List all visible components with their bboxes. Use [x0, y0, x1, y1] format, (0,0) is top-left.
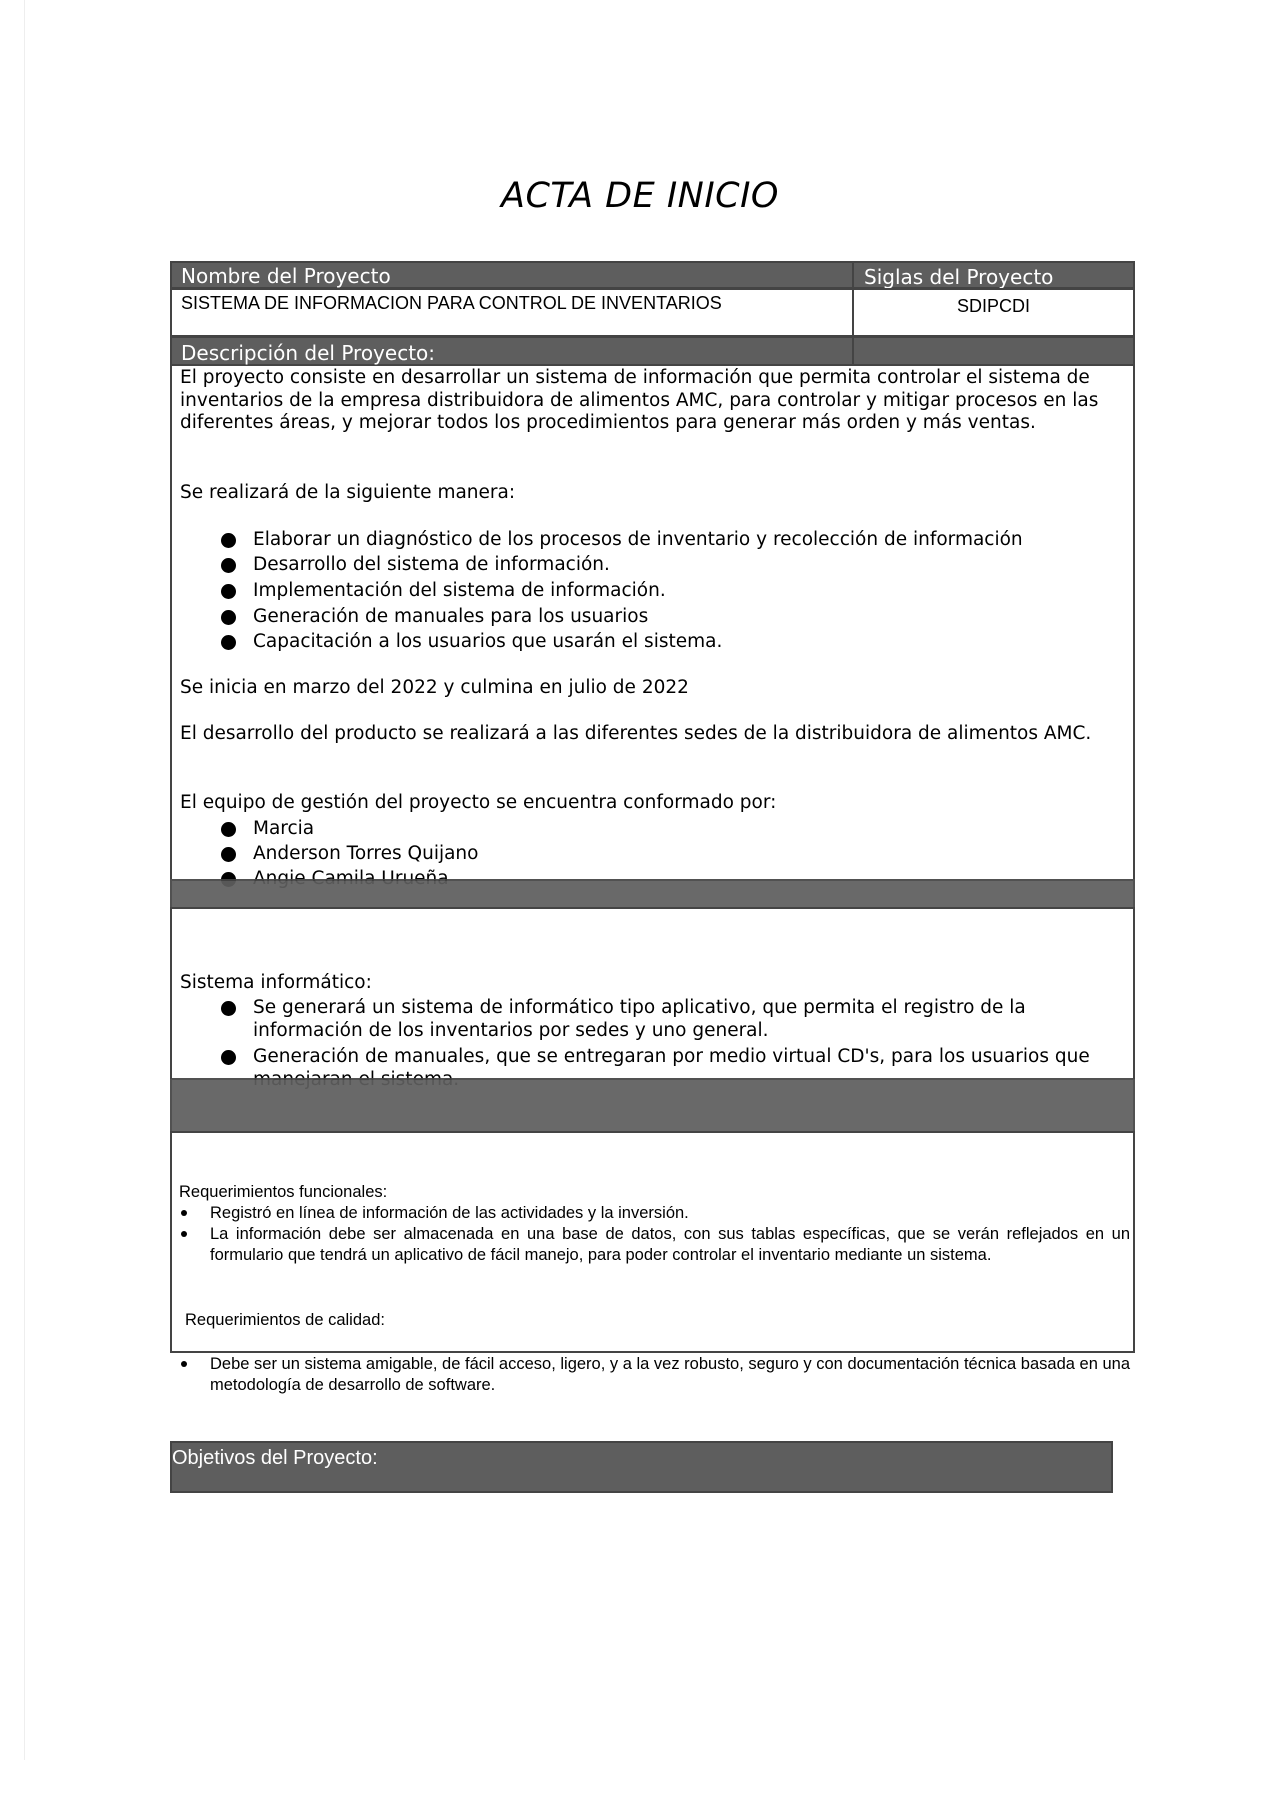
bullet-icon [221, 822, 236, 837]
bullet-icon [221, 1050, 236, 1065]
bullet-icon [181, 1361, 187, 1367]
description-header: Descripción del Proyecto: [181, 341, 436, 365]
acronym-header: Siglas del Proyecto [864, 265, 1054, 289]
list-item: Elaborar un diagnóstico de los procesos de inventario y recolección de información [221, 529, 1121, 552]
description-header-side-cell [852, 336, 1135, 366]
page-edge [24, 0, 25, 1760]
project-acronym: SDIPCDI [956, 296, 1030, 316]
section-band [170, 879, 1135, 909]
name-header: Nombre del Proyecto [181, 264, 391, 288]
list-item: Desarrollo del sistema de información. [221, 554, 1121, 577]
team-member: Anderson Torres Quijano [221, 843, 1121, 866]
team-member: Marcia [221, 818, 1121, 841]
list-item: Generación de manuales, que se entregaran por medio virtual CD's, para los usuarios que [221, 1046, 1101, 1091]
bullet-icon [181, 1231, 187, 1237]
acronym-value-cell [852, 288, 1135, 337]
bullet-icon [221, 533, 236, 548]
quality-heading: Requerimientos de calidad: [185, 1311, 385, 1329]
schedule-text: Se inicia en marzo del 2022 y culmina en julio de 2022 [180, 677, 689, 698]
bullet-icon [221, 610, 236, 625]
bullet-icon [181, 1210, 187, 1216]
bullet-icon [221, 1001, 236, 1016]
section-band [170, 1078, 1135, 1133]
bullet-icon [221, 635, 236, 650]
team-intro: El equipo de gestión del proyecto se encuentra conformado por: [180, 792, 777, 813]
deliverables-heading: Sistema informático: [180, 972, 372, 993]
list-item: Generación de manuales para los usuarios [221, 606, 1121, 629]
list-item: La información debe ser almacenada en una base de datos, con sus tablas específicas, que se verán reflejados en un formulario que tendrá un aplicativo de fácil manejo, para poder controlar el inventario mediante un sistema. [181, 1224, 1131, 1266]
name-value-cell [170, 288, 854, 337]
bullet-icon [221, 558, 236, 573]
bullet-icon [221, 584, 236, 599]
list-item: Se generará un sistema de informático tipo aplicativo, que permita el registro de la información de los inventarios por sedes y uno general. [221, 997, 1101, 1042]
description-header-cell [170, 336, 854, 366]
functional-heading: Requerimientos funcionales: [179, 1183, 388, 1201]
description-intro: El proyecto consiste en desarrollar un sistema de información que permita controlar el sistema de inventarios de la empresa distribuidora de alimentos AMC, para controlar y mitigar procesos en las diferentes áreas, y mejorar todos los procedimientos para generar más orden y más ventas. [180, 367, 1099, 433]
bullet-icon [221, 847, 236, 862]
list-item: Registró en línea de información de las actividades y la inversión. [181, 1203, 1131, 1224]
objectives-header-cell [170, 1441, 1113, 1493]
acronym-header-cell [852, 261, 1135, 289]
name-header-cell [170, 261, 854, 289]
document-title: ACTA DE INICIO [501, 176, 779, 216]
location-text: El desarrollo del producto se realizará a las diferentes sedes de la distribuidora de alimentos AMC. [180, 723, 1092, 744]
list-item: Capacitación a los usuarios que usarán el sistema. [221, 631, 1121, 654]
list-item: Debe ser un sistema amigable, de fácil acceso, ligero, y a la vez robusto, seguro y con documentación técnica basada en una metodología de desarrollo de software. [181, 1354, 1131, 1396]
project-name: SISTEMA DE INFORMACION PARA CONTROL DE INVENTARIOS [181, 293, 722, 313]
objectives-header: Objetivos del Proyecto: [172, 1447, 378, 1469]
list-item: Implementación del sistema de información. [221, 580, 1121, 603]
method-intro: Se realizará de la siguiente manera: [180, 482, 516, 503]
